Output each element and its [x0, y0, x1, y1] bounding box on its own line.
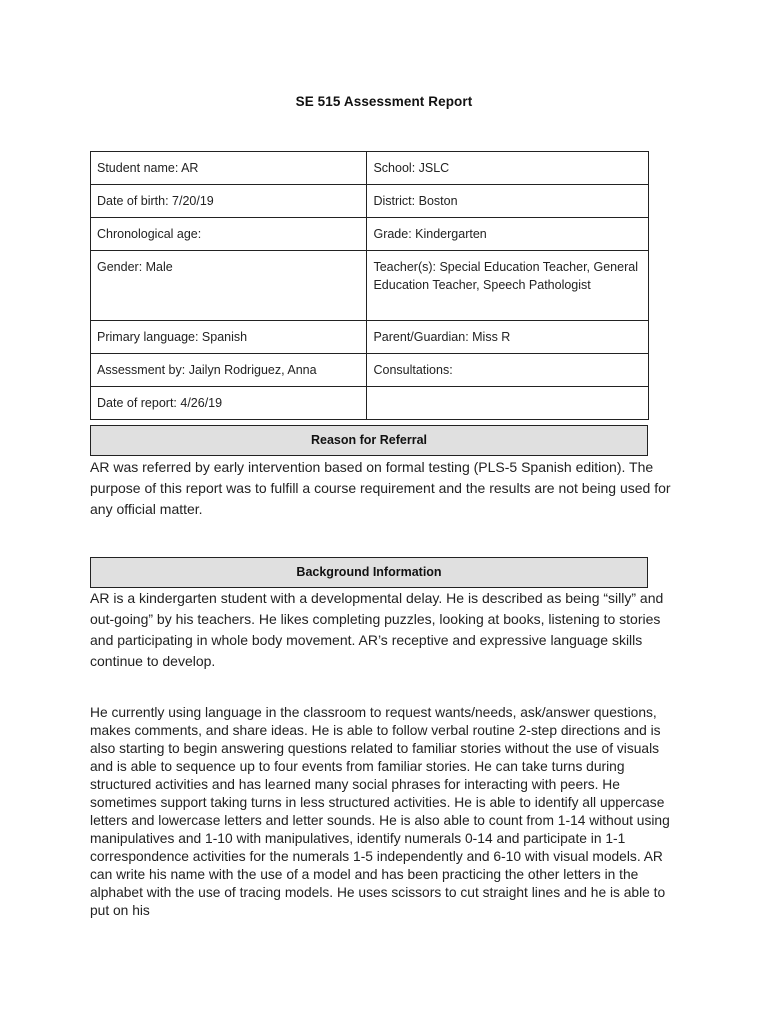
teachers-cell: Teacher(s): Special Education Teacher, General Education Teacher, Speech Pathologist	[367, 251, 649, 321]
table-row	[91, 185, 649, 218]
chronological-age-cell: Chronological age:	[91, 218, 367, 251]
page-title: SE 515 Assessment Report	[295, 94, 473, 109]
table-row	[91, 387, 649, 420]
date-of-report-cell: Date of report: 4/26/19	[91, 387, 367, 420]
grade-cell: Grade: Kindergarten	[367, 218, 649, 251]
school-cell: School: JSLC	[367, 152, 649, 185]
primary-language-cell: Primary language: Spanish	[91, 321, 367, 354]
parent-guardian-cell: Parent/Guardian: Miss R	[367, 321, 649, 354]
background-paragraph-2: He currently using language in the classroom to request wants/needs, ask/answer questions, makes comments, and share ideas. He is able to follow verbal routine 2-step directions and is also starting to begin answering questions related to familiar stories without the use of visuals and is able to sequence up to four events from familiar stories. He can take turns during structured activities and has learned many social phrases for interacting with peers. He sometimes support taking turns in less structured activities. He is able to identify all uppercase letters and lowercase letters and letter sounds. He is also able to count from 1-14 without using manipulatives and 1-10 with manipulatives, identify numerals 0-14 and participate in 1-1 correspondence activities for the numerals 1-5 independently and 6-10 with visual models. AR can write his name with the use of a model and has been practicing the other letters in the alphabet with the use of tracing models. He uses scissors to cut straight lines and he is able to put on his	[90, 705, 670, 918]
table-row	[91, 251, 649, 321]
gender-cell: Gender: Male	[91, 251, 367, 321]
background-paragraph-1: AR is a kindergarten student with a developmental delay. He is described as being “silly” and out-going” by his teachers. He likes completing puzzles, looking at books, listening to stories and participating in whole body movement. AR’s receptive and expressive language skills continue to develop.	[90, 590, 664, 669]
student-name-cell: Student name: AR	[91, 152, 367, 185]
consultations-cell: Consultations:	[367, 354, 649, 387]
assessment-by-cell: Assessment by: Jailyn Rodriguez, Anna	[91, 354, 367, 387]
background-information-heading: Background Information	[90, 557, 648, 588]
date-of-birth-cell: Date of birth: 7/20/19	[91, 185, 367, 218]
reason-for-referral-heading: Reason for Referral	[90, 425, 648, 456]
district-cell: District: Boston	[367, 185, 649, 218]
table-row	[91, 354, 649, 387]
referral-paragraph: AR was referred by early intervention based on formal testing (PLS-5 Spanish edition). The purpose of this report was to fulfill a course requirement and the results are not being used for any official matter.	[90, 459, 671, 517]
empty-cell	[367, 387, 649, 420]
table-row	[91, 321, 649, 354]
table-row	[91, 152, 649, 185]
table-row	[91, 218, 649, 251]
student-info-table	[90, 151, 649, 420]
